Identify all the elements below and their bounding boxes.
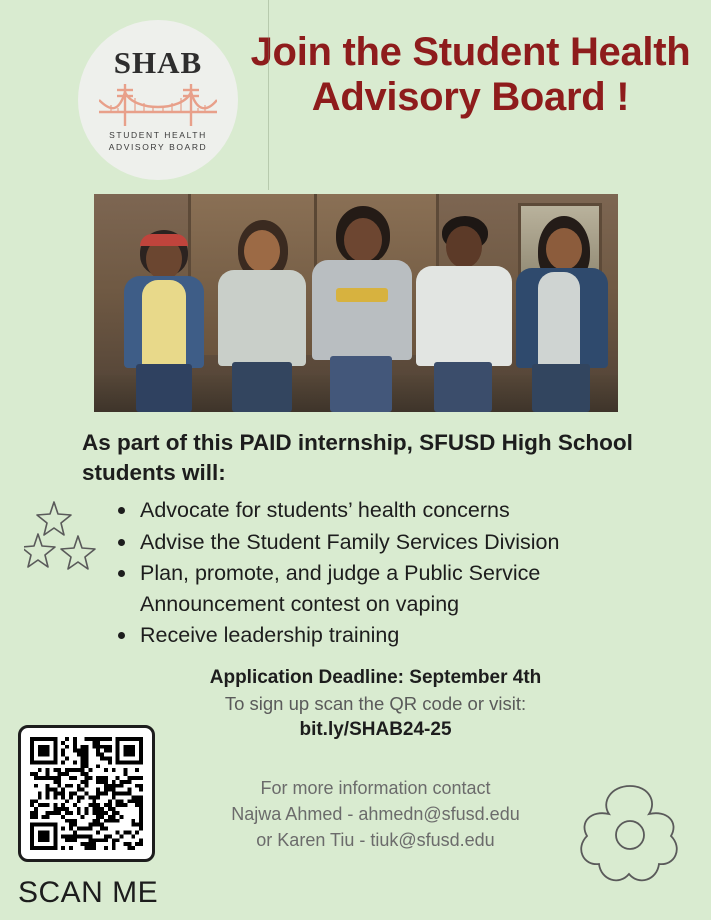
contact-heading: For more information contact [260,777,491,798]
list-item: Advocate for students’ health concerns [116,495,681,526]
paper-crease [268,0,269,190]
contact-person-1[interactable]: Najwa Ahmed - ahmedn@sfusd.edu [231,804,520,825]
qr-canvas [30,737,143,850]
lede-text: As part of this PAID internship, SFUSD High School students will: [82,430,633,485]
signup-instruction: To sign up scan the QR code or visit: [224,692,527,714]
scan-me-label: SCAN ME [18,876,159,909]
group-photo [94,194,618,412]
logo-subtitle-line2: ADVISORY BOARD [108,142,208,152]
benefits-list [116,495,681,651]
list-item: Receive leadership training [116,620,681,651]
logo-subtitle [109,129,208,154]
flyer-header [0,0,711,180]
qr-code-icon[interactable] [18,725,155,862]
logo-wordmark: SHAB [113,44,203,80]
application-deadline: Application Deadline: September 4th [209,666,542,688]
signup-link[interactable]: bit.ly/SHAB24-25 [299,718,452,740]
golden-gate-bridge-icon [99,82,217,126]
list-item: Advise the Student Family Services Division [116,527,681,558]
logo-subtitle-line1: STUDENT HEALTH [109,129,207,140]
page-title: Join the Student Health Advisory Board ! [250,30,691,119]
contact-person-2[interactable]: or Karen Tiu - tiuk@sfusd.edu [256,830,495,851]
shab-logo [78,20,238,180]
flower-doodle-icon [571,778,689,890]
list-item: Plan, promote, and judge a Public Service Announcement contest on vaping [116,558,681,619]
stars-doodle-icon [24,500,108,580]
